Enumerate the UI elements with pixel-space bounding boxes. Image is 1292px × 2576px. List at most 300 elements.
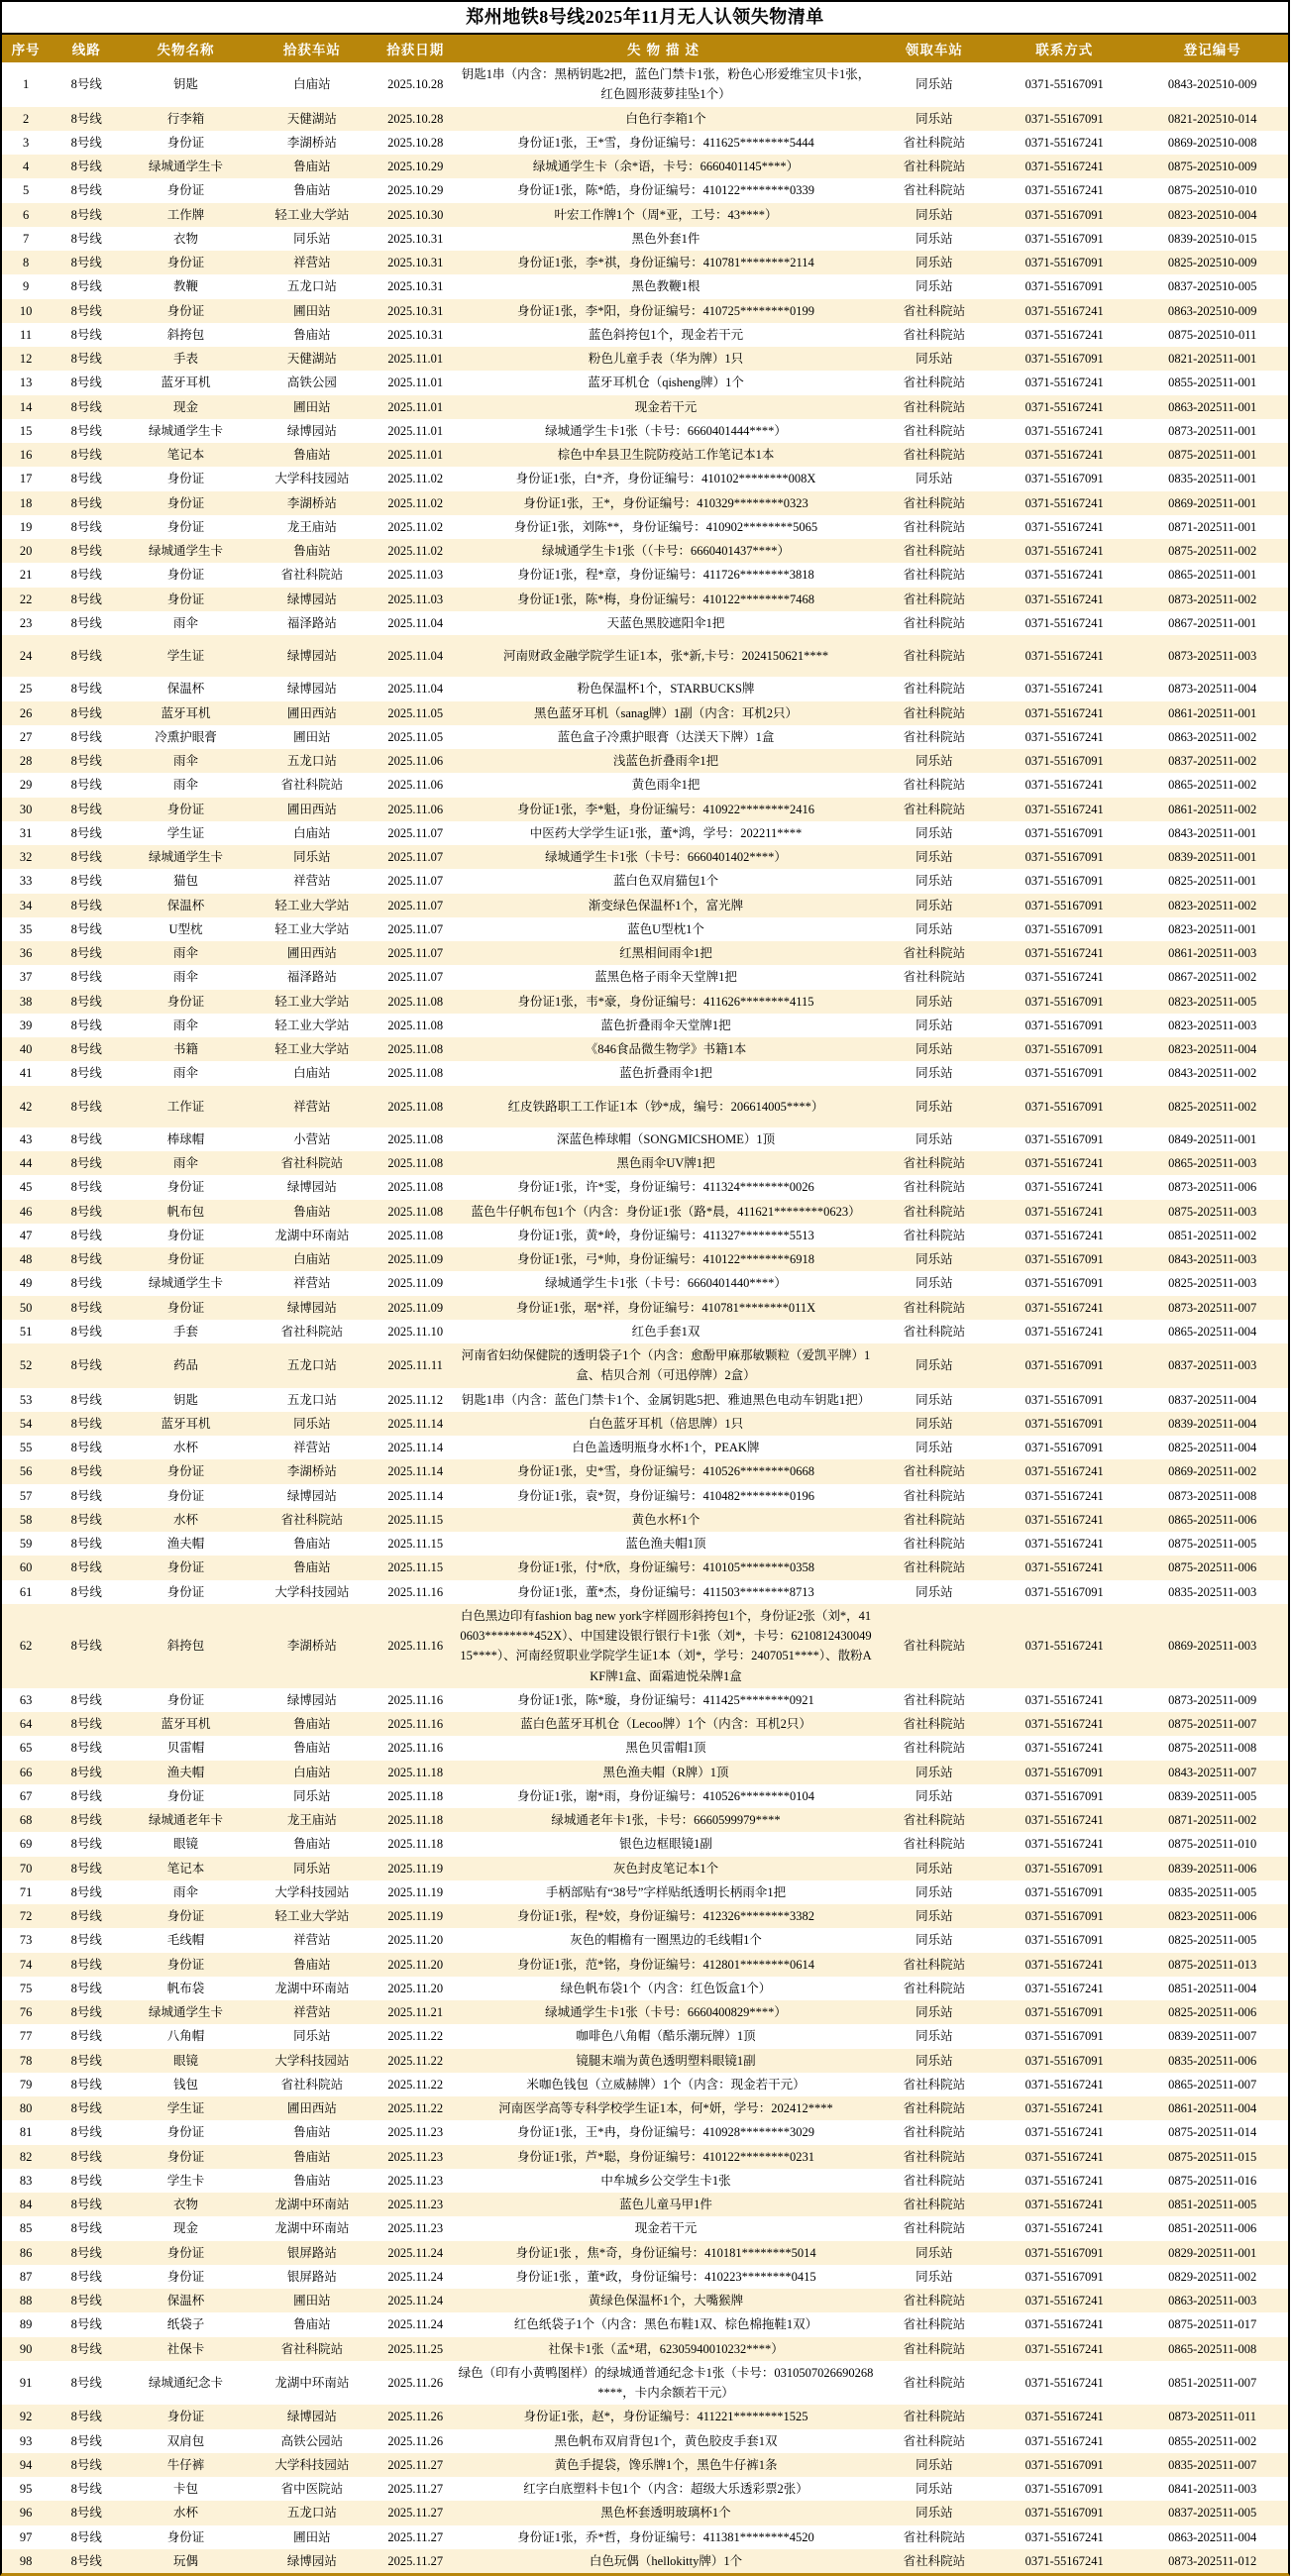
cell-item-name: 身份证 bbox=[166, 2269, 205, 2284]
cell-no: 27 bbox=[19, 729, 33, 744]
cell-found-date: 2025.11.07 bbox=[387, 921, 444, 936]
cell-found-station: 同乐站 bbox=[293, 1788, 331, 1803]
table-row bbox=[2, 467, 1288, 490]
cell-found-station: 福泽路站 bbox=[286, 970, 337, 985]
cell-description: 棕色中牟县卫生院防疫站工作笔记本1本 bbox=[557, 448, 775, 462]
cell-line: 8号线 bbox=[70, 544, 102, 558]
cell-registration-no: 0863-202510-009 bbox=[1167, 303, 1257, 318]
cell-pickup-station: 同乐站 bbox=[915, 1765, 953, 1779]
cell-contact-phone: 0371-55167091 bbox=[1024, 754, 1104, 768]
cell-pickup-station: 同乐站 bbox=[915, 1358, 953, 1373]
cell-found-station: 绿博园站 bbox=[286, 591, 337, 606]
cell-contact-phone: 0371-55167241 bbox=[1024, 2433, 1104, 2448]
cell-registration-no: 0823-202511-005 bbox=[1168, 994, 1257, 1009]
cell-description: 现金若干元 bbox=[634, 2221, 698, 2236]
cell-item-name: 身份证 bbox=[166, 1464, 205, 1479]
cell-line: 8号线 bbox=[70, 2173, 102, 2188]
cell-found-date: 2025.11.05 bbox=[387, 705, 444, 720]
cell-no: 72 bbox=[19, 1909, 33, 1923]
cell-description: 身份证1张，李*魁，身份证编号：410922********2416 bbox=[517, 802, 815, 816]
cell-found-station: 鲁庙站 bbox=[293, 1537, 331, 1551]
cell-found-date: 2025.11.14 bbox=[387, 1441, 444, 1454]
cell-found-date: 2025.11.08 bbox=[387, 1018, 444, 1032]
cell-description: 蓝牙耳机仓（qisheng牌）1个 bbox=[588, 376, 744, 390]
table-row bbox=[2, 1580, 1288, 1604]
cell-description: 身份证1张，琚*祥，身份证编号：410781********011X bbox=[515, 1300, 816, 1315]
cell-description: 蓝色盒子冷熏护眼膏（达渼天下牌）1盒 bbox=[557, 729, 775, 744]
cell-registration-no: 0875-202511-014 bbox=[1168, 2125, 1257, 2140]
cell-found-date: 2025.11.01 bbox=[387, 399, 444, 414]
cell-pickup-station: 省社科院站 bbox=[903, 2553, 966, 2568]
cell-contact-phone: 0371-55167091 bbox=[1024, 1584, 1104, 1599]
cell-item-name: 学生证 bbox=[166, 649, 205, 663]
cell-contact-phone: 0371-55167241 bbox=[1024, 1837, 1104, 1852]
cell-contact-phone: 0371-55167241 bbox=[1024, 615, 1104, 630]
cell-registration-no: 0875-202511-003 bbox=[1168, 1204, 1257, 1219]
cell-description: 黄色手提袋，馋乐牌1个，黑色牛仔裤1条 bbox=[554, 2457, 778, 2472]
cell-no: 31 bbox=[19, 825, 33, 840]
cell-item-name: 绿城通学生卡 bbox=[149, 850, 224, 864]
cell-registration-no: 0875-202511-001 bbox=[1168, 448, 1257, 462]
column-header-contact-phone: 联系方式 bbox=[992, 34, 1136, 62]
cell-found-station: 鲁庙站 bbox=[293, 2125, 331, 2140]
cell-description: 黑色帆布双肩背包1个，黄色胶皮手套1双 bbox=[554, 2433, 778, 2448]
cell-no: 55 bbox=[19, 1441, 33, 1454]
cell-pickup-station: 同乐站 bbox=[915, 1584, 953, 1599]
cell-description: 绿城通学生卡1张（卡号：6660401440****） bbox=[545, 1276, 787, 1291]
cell-item-name: U型枕 bbox=[168, 921, 203, 936]
table-row bbox=[2, 869, 1288, 893]
cell-item-name: 保温杯 bbox=[166, 898, 205, 912]
table-row bbox=[2, 155, 1288, 178]
column-header-pickup-station: 领取车站 bbox=[877, 34, 992, 62]
cell-description: 白色蓝牙耳机（倍思牌）1只 bbox=[588, 1416, 744, 1431]
table-row bbox=[2, 1880, 1288, 1904]
cell-item-name: 手表 bbox=[173, 352, 199, 366]
cell-line: 8号线 bbox=[70, 2294, 102, 2308]
cell-found-station: 高铁公园 bbox=[286, 376, 337, 390]
cell-contact-phone: 0371-55167091 bbox=[1024, 1765, 1104, 1779]
cell-registration-no: 0873-202511-012 bbox=[1168, 2553, 1257, 2568]
cell-description: 黑色教鞭1根 bbox=[631, 279, 700, 294]
cell-pickup-station: 省社科院站 bbox=[903, 2317, 966, 2332]
cell-contact-phone: 0371-55167241 bbox=[1024, 568, 1104, 583]
cell-found-date: 2025.11.27 bbox=[387, 2529, 444, 2544]
cell-line: 8号线 bbox=[70, 802, 102, 816]
cell-contact-phone: 0371-55167091 bbox=[1024, 1884, 1104, 1899]
cell-no: 43 bbox=[19, 1131, 33, 1146]
cell-found-date: 2025.11.26 bbox=[387, 2410, 444, 2424]
cell-contact-phone: 0371-55167241 bbox=[1024, 2317, 1104, 2332]
cell-contact-phone: 0371-55167091 bbox=[1024, 2029, 1104, 2044]
column-header-item-name: 失物名称 bbox=[123, 34, 248, 62]
cell-found-date: 2025.11.08 bbox=[387, 1228, 444, 1242]
cell-pickup-station: 省社科院站 bbox=[903, 1813, 966, 1827]
cell-line: 8号线 bbox=[70, 946, 102, 960]
cell-found-date: 2025.11.15 bbox=[387, 1512, 444, 1527]
cell-registration-no: 0875-202510-010 bbox=[1167, 183, 1257, 198]
cell-line: 8号线 bbox=[70, 495, 102, 510]
cell-description: 身份证1张，范*铭，身份证编号：412801********0614 bbox=[517, 1957, 815, 1972]
cell-contact-phone: 0371-55167241 bbox=[1024, 2410, 1104, 2424]
table-row bbox=[2, 1388, 1288, 1412]
cell-pickup-station: 省社科院站 bbox=[903, 1560, 966, 1575]
cell-registration-no: 0869-202511-001 bbox=[1168, 495, 1257, 510]
cell-description: 蓝色儿童马甲1件 bbox=[619, 2198, 712, 2211]
cell-found-station: 祥营站 bbox=[293, 1441, 331, 1454]
cell-contact-phone: 0371-55167241 bbox=[1024, 1639, 1104, 1654]
cell-pickup-station: 省社科院站 bbox=[903, 135, 966, 150]
table-row bbox=[2, 1224, 1288, 1247]
cell-contact-phone: 0371-55167241 bbox=[1024, 1300, 1104, 1315]
cell-item-name: 蓝牙耳机 bbox=[161, 1717, 211, 1731]
cell-item-name: 身份证 bbox=[166, 1692, 205, 1707]
cell-registration-no: 0837-202511-005 bbox=[1168, 2506, 1257, 2521]
cell-found-station: 省社科院站 bbox=[280, 2077, 344, 2092]
cell-line: 8号线 bbox=[70, 1957, 102, 1972]
table-row bbox=[2, 2265, 1288, 2289]
cell-item-name: 身份证 bbox=[166, 1957, 205, 1972]
cell-line: 8号线 bbox=[70, 1131, 102, 1146]
cell-no: 94 bbox=[19, 2457, 33, 2472]
cell-item-name: 雨伞 bbox=[173, 1066, 199, 1081]
cell-item-name: 雨伞 bbox=[173, 754, 199, 768]
cell-no: 80 bbox=[19, 2101, 33, 2115]
table-row bbox=[2, 2024, 1288, 2048]
cell-contact-phone: 0371-55167091 bbox=[1024, 2005, 1104, 2019]
cell-found-date: 2025.11.15 bbox=[387, 1560, 444, 1575]
cell-found-station: 圃田西站 bbox=[286, 2101, 337, 2115]
table-row bbox=[2, 1928, 1288, 1952]
cell-line: 8号线 bbox=[70, 2410, 102, 2424]
cell-description: 身份证1张，程*章，身份证编号：411726********3818 bbox=[517, 568, 814, 583]
cell-item-name: 帆布包 bbox=[166, 1204, 205, 1219]
cell-item-name: 身份证 bbox=[166, 1180, 205, 1195]
cell-registration-no: 0875-202511-005 bbox=[1168, 1537, 1257, 1551]
cell-no: 90 bbox=[19, 2341, 33, 2356]
cell-found-station: 省社科院站 bbox=[280, 1156, 344, 1170]
cell-line: 8号线 bbox=[70, 1099, 102, 1114]
table-row bbox=[2, 1857, 1288, 1880]
cell-description: 天蓝色黑胶遮阳伞1把 bbox=[606, 615, 725, 630]
cell-pickup-station: 省社科院站 bbox=[903, 729, 966, 744]
cell-no: 7 bbox=[22, 231, 30, 246]
cell-line: 8号线 bbox=[70, 2529, 102, 2544]
cell-found-date: 2025.11.08 bbox=[387, 994, 444, 1009]
cell-pickup-station: 省社科院站 bbox=[903, 1537, 966, 1551]
cell-item-name: 身份证 bbox=[166, 568, 205, 583]
cell-description: 黑色贝雷帽1顶 bbox=[625, 1741, 706, 1756]
cell-item-name: 笔记本 bbox=[166, 448, 205, 462]
cell-contact-phone: 0371-55167091 bbox=[1024, 1276, 1104, 1291]
cell-registration-no: 0851-202511-002 bbox=[1168, 1228, 1257, 1242]
table-row bbox=[2, 2477, 1288, 2501]
cell-contact-phone: 0371-55167241 bbox=[1024, 2529, 1104, 2544]
cell-description: 中牟城乡公交学生卡1张 bbox=[600, 2173, 731, 2188]
cell-contact-phone: 0371-55167241 bbox=[1024, 1741, 1104, 1756]
cell-pickup-station: 省社科院站 bbox=[903, 2125, 966, 2140]
cell-line: 8号线 bbox=[70, 754, 102, 768]
cell-no: 91 bbox=[19, 2375, 33, 2390]
cell-found-date: 2025.11.07 bbox=[387, 946, 444, 960]
cell-no: 88 bbox=[19, 2294, 33, 2308]
cell-registration-no: 0823-202511-003 bbox=[1168, 1018, 1257, 1032]
cell-description: 绿城通学生卡1张（卡号：6660400829****） bbox=[545, 2005, 787, 2019]
cell-description: 黑色蓝牙耳机（sanag牌）1副（内含：耳机2只） bbox=[534, 705, 798, 720]
cell-no: 6 bbox=[22, 207, 30, 222]
cell-description: 绿城通学生卡1张（（卡号：6660401437****） bbox=[542, 544, 791, 558]
cell-registration-no: 0835-202511-005 bbox=[1168, 1884, 1257, 1899]
cell-found-date: 2025.10.31 bbox=[387, 256, 444, 269]
column-header-found-station: 拾获车站 bbox=[249, 34, 376, 62]
cell-no: 15 bbox=[19, 423, 33, 438]
table-row bbox=[2, 2049, 1288, 2073]
cell-line: 8号线 bbox=[70, 183, 102, 198]
cell-found-station: 省中医院站 bbox=[280, 2482, 344, 2496]
cell-line: 8号线 bbox=[70, 705, 102, 720]
cell-pickup-station: 同乐站 bbox=[915, 2245, 953, 2260]
cell-item-name: 工作证 bbox=[166, 1099, 205, 1114]
cell-found-date: 2025.11.03 bbox=[387, 568, 444, 583]
cell-no: 21 bbox=[19, 568, 33, 583]
cell-pickup-station: 省社科院站 bbox=[903, 183, 966, 198]
cell-contact-phone: 0371-55167241 bbox=[1024, 1464, 1104, 1479]
cell-found-station: 绿博园站 bbox=[286, 2410, 337, 2424]
cell-contact-phone: 0371-55167241 bbox=[1024, 2198, 1104, 2211]
cell-description: 黑色外套1件 bbox=[631, 231, 700, 246]
cell-line: 8号线 bbox=[70, 970, 102, 985]
cell-contact-phone: 0371-55167091 bbox=[1024, 1392, 1104, 1407]
cell-description: 《846食品微生物学》书籍1本 bbox=[585, 1042, 747, 1056]
cell-registration-no: 0843-202511-003 bbox=[1168, 1252, 1257, 1266]
cell-description: 白色玩偶（hellokitty牌）1个 bbox=[589, 2553, 743, 2568]
cell-item-name: 猫包 bbox=[173, 874, 199, 889]
cell-pickup-station: 省社科院站 bbox=[903, 2173, 966, 2188]
cell-pickup-station: 省社科院站 bbox=[903, 519, 966, 534]
cell-line: 8号线 bbox=[70, 231, 102, 246]
cell-no: 64 bbox=[19, 1717, 33, 1731]
cell-found-date: 2025.11.27 bbox=[387, 2457, 444, 2472]
cell-registration-no: 0829-202511-002 bbox=[1168, 2269, 1257, 2284]
cell-item-name: 双肩包 bbox=[166, 2433, 205, 2448]
cell-line: 8号线 bbox=[70, 921, 102, 936]
table-row bbox=[2, 917, 1288, 941]
cell-pickup-station: 同乐站 bbox=[915, 1042, 953, 1056]
cell-found-date: 2025.11.26 bbox=[387, 2433, 444, 2448]
cell-no: 56 bbox=[19, 1464, 33, 1479]
cell-line: 8号线 bbox=[70, 2101, 102, 2115]
cell-description: 蓝色U型枕1个 bbox=[627, 921, 704, 936]
cell-pickup-station: 同乐站 bbox=[915, 825, 953, 840]
table-row bbox=[2, 203, 1288, 227]
cell-description: 身份证1张，李*祺，身份证编号：410781********2114 bbox=[517, 256, 814, 269]
cell-item-name: 身份证 bbox=[166, 2529, 205, 2544]
cell-found-date: 2025.10.29 bbox=[387, 183, 444, 198]
cell-found-date: 2025.11.04 bbox=[387, 682, 444, 697]
cell-registration-no: 0867-202511-001 bbox=[1168, 615, 1257, 630]
cell-found-station: 福泽路站 bbox=[286, 615, 337, 630]
cell-item-name: 身份证 bbox=[166, 303, 205, 318]
cell-found-station: 同乐站 bbox=[293, 850, 331, 864]
cell-registration-no: 0825-202511-004 bbox=[1168, 1441, 1257, 1454]
cell-found-station: 鲁庙站 bbox=[293, 327, 331, 342]
cell-found-station: 李湖桥站 bbox=[286, 1639, 337, 1654]
cell-item-name: 钥匙 bbox=[173, 1392, 199, 1407]
cell-description: 身份证1张，白*齐，身份证编号：410102********008X bbox=[515, 472, 816, 486]
cell-pickup-station: 同乐站 bbox=[915, 1276, 953, 1291]
cell-registration-no: 0829-202511-001 bbox=[1168, 2245, 1257, 2260]
cell-registration-no: 0835-202511-001 bbox=[1168, 472, 1257, 486]
cell-description: 米咖色钱包（立威赫牌）1个（内含：现金若干元） bbox=[526, 2077, 806, 2092]
cell-item-name: 身份证 bbox=[166, 519, 205, 534]
cell-found-date: 2025.11.24 bbox=[387, 2294, 444, 2308]
cell-contact-phone: 0371-55167241 bbox=[1024, 2294, 1104, 2308]
cell-item-name: 身份证 bbox=[166, 256, 205, 269]
cell-description: 红色纸袋子1个（内含：黑色布鞋1双、棕色棉拖鞋1双） bbox=[513, 2317, 818, 2332]
cell-no: 67 bbox=[19, 1788, 33, 1803]
cell-found-date: 2025.11.07 bbox=[387, 898, 444, 912]
cell-pickup-station: 省社科院站 bbox=[903, 1512, 966, 1527]
cell-contact-phone: 0371-55167241 bbox=[1024, 729, 1104, 744]
table-row bbox=[2, 419, 1288, 443]
cell-pickup-station: 同乐站 bbox=[915, 77, 953, 92]
cell-found-station: 轻工业大学站 bbox=[274, 898, 350, 912]
cell-description: 身份证1张，李*阳，身份证编号：410725********0199 bbox=[517, 303, 815, 318]
cell-item-name: 斜挎包 bbox=[166, 1639, 205, 1654]
cell-contact-phone: 0371-55167091 bbox=[1024, 874, 1104, 889]
cell-item-name: 贝雷帽 bbox=[166, 1741, 205, 1756]
cell-contact-phone: 0371-55167241 bbox=[1024, 946, 1104, 960]
cell-pickup-station: 省社科院站 bbox=[903, 649, 966, 663]
cell-contact-phone: 0371-55167241 bbox=[1024, 160, 1104, 173]
cell-contact-phone: 0371-55167091 bbox=[1024, 1018, 1104, 1032]
cell-pickup-station: 省社科院站 bbox=[903, 1957, 966, 1972]
cell-no: 44 bbox=[19, 1156, 33, 1170]
table-row bbox=[2, 1761, 1288, 1784]
cell-line: 8号线 bbox=[70, 1639, 102, 1654]
cell-description: 现金若干元 bbox=[634, 399, 698, 414]
cell-line: 8号线 bbox=[70, 1692, 102, 1707]
cell-contact-phone: 0371-55167091 bbox=[1024, 2269, 1104, 2284]
cell-contact-phone: 0371-55167091 bbox=[1024, 1066, 1104, 1081]
cell-pickup-station: 同乐站 bbox=[915, 231, 953, 246]
cell-registration-no: 0851-202511-005 bbox=[1168, 2198, 1257, 2211]
cell-registration-no: 0861-202511-004 bbox=[1168, 2101, 1257, 2115]
cell-line: 8号线 bbox=[70, 1488, 102, 1503]
cell-no: 77 bbox=[19, 2029, 33, 2044]
cell-description: 蓝色斜挎包1个，现金若干元 bbox=[588, 327, 744, 342]
table-row bbox=[2, 2429, 1288, 2453]
cell-item-name: 衣物 bbox=[173, 231, 199, 246]
cell-registration-no: 0871-202511-001 bbox=[1168, 519, 1257, 534]
cell-item-name: 身份证 bbox=[166, 2410, 205, 2424]
cell-found-date: 2025.11.18 bbox=[387, 1788, 444, 1803]
cell-item-name: 雨伞 bbox=[173, 615, 199, 630]
cell-item-name: 绿城通纪念卡 bbox=[149, 2375, 224, 2390]
cell-found-station: 鲁庙站 bbox=[293, 2173, 331, 2188]
cell-no: 87 bbox=[19, 2269, 33, 2284]
cell-contact-phone: 0371-55167091 bbox=[1024, 2053, 1104, 2068]
cell-line: 8号线 bbox=[70, 2125, 102, 2140]
cell-item-name: 身份证 bbox=[166, 1560, 205, 1575]
cell-found-date: 2025.11.05 bbox=[387, 729, 444, 744]
cell-found-station: 鲁庙站 bbox=[293, 183, 331, 198]
table-row bbox=[2, 677, 1288, 700]
cell-line: 8号线 bbox=[70, 2269, 102, 2284]
cell-pickup-station: 省社科院站 bbox=[903, 615, 966, 630]
cell-line: 8号线 bbox=[70, 1837, 102, 1852]
cell-pickup-station: 同乐站 bbox=[915, 1884, 953, 1899]
cell-description: 身份证1张，程*姣，身份证编号：412326********3382 bbox=[517, 1909, 815, 1923]
cell-found-date: 2025.11.22 bbox=[387, 2101, 444, 2115]
cell-found-date: 2025.11.08 bbox=[387, 1204, 444, 1219]
cell-line: 8号线 bbox=[70, 1981, 102, 1995]
table-body bbox=[2, 62, 1288, 2573]
cell-found-date: 2025.11.15 bbox=[387, 1537, 444, 1551]
cell-description: 蓝色折叠雨伞1把 bbox=[619, 1066, 712, 1081]
cell-contact-phone: 0371-55167091 bbox=[1024, 1042, 1104, 1056]
cell-registration-no: 0873-202511-009 bbox=[1168, 1692, 1257, 1707]
cell-description: 红黑相间雨伞1把 bbox=[619, 946, 712, 960]
cell-found-date: 2025.11.19 bbox=[387, 1909, 444, 1923]
cell-pickup-station: 省社科院站 bbox=[903, 160, 966, 173]
cell-registration-no: 0841-202511-003 bbox=[1168, 2482, 1257, 2496]
table-row bbox=[2, 2000, 1288, 2024]
table-row bbox=[2, 1086, 1288, 1127]
cell-pickup-station: 省社科院站 bbox=[903, 1324, 966, 1339]
cell-registration-no: 0863-202511-003 bbox=[1168, 2294, 1257, 2308]
cell-found-date: 2025.11.24 bbox=[387, 2245, 444, 2260]
cell-pickup-station: 同乐站 bbox=[915, 2457, 953, 2472]
cell-found-date: 2025.11.27 bbox=[387, 2506, 444, 2521]
cell-registration-no: 0843-202511-002 bbox=[1168, 1066, 1257, 1081]
cell-line: 8号线 bbox=[70, 2198, 102, 2211]
cell-registration-no: 0861-202511-003 bbox=[1168, 946, 1257, 960]
cell-item-name: 身份证 bbox=[166, 495, 205, 510]
table-row bbox=[2, 2361, 1288, 2406]
cell-contact-phone: 0371-55167241 bbox=[1024, 2077, 1104, 2092]
cell-found-date: 2025.11.07 bbox=[387, 970, 444, 985]
cell-item-name: 水杯 bbox=[173, 2506, 199, 2521]
cell-registration-no: 0839-202511-007 bbox=[1168, 2029, 1257, 2044]
cell-item-name: 渔夫帽 bbox=[166, 1765, 205, 1779]
cell-description: 红字白底塑料卡包1个（内含：超级大乐透彩票2张） bbox=[523, 2482, 808, 2496]
table-row bbox=[2, 1271, 1288, 1295]
cell-no: 74 bbox=[19, 1957, 33, 1972]
cell-found-station: 祥营站 bbox=[293, 874, 331, 889]
cell-no: 17 bbox=[19, 472, 33, 486]
table-row bbox=[2, 1343, 1288, 1388]
cell-registration-no: 0843-202511-007 bbox=[1168, 1765, 1257, 1779]
column-header-line: 线路 bbox=[50, 34, 123, 62]
table-row bbox=[2, 178, 1288, 202]
cell-no: 68 bbox=[19, 1813, 33, 1827]
cell-found-date: 2025.11.06 bbox=[387, 778, 444, 793]
cell-no: 79 bbox=[19, 2077, 33, 2092]
cell-found-station: 绿博园站 bbox=[286, 1692, 337, 1707]
cell-item-name: 牛仔裤 bbox=[166, 2457, 205, 2472]
cell-item-name: 身份证 bbox=[166, 1252, 205, 1266]
cell-item-name: 雨伞 bbox=[173, 946, 199, 960]
cell-found-date: 2025.11.04 bbox=[387, 649, 444, 663]
cell-description: 社保卡1张（孟*珺，62305940010232****） bbox=[548, 2341, 784, 2356]
cell-found-date: 2025.11.23 bbox=[387, 2149, 444, 2164]
cell-found-date: 2025.11.27 bbox=[387, 2482, 444, 2496]
cell-line: 8号线 bbox=[70, 376, 102, 390]
cell-found-station: 大学科技园站 bbox=[274, 1884, 350, 1899]
cell-found-date: 2025.11.09 bbox=[387, 1300, 444, 1315]
cell-no: 2 bbox=[22, 111, 30, 126]
